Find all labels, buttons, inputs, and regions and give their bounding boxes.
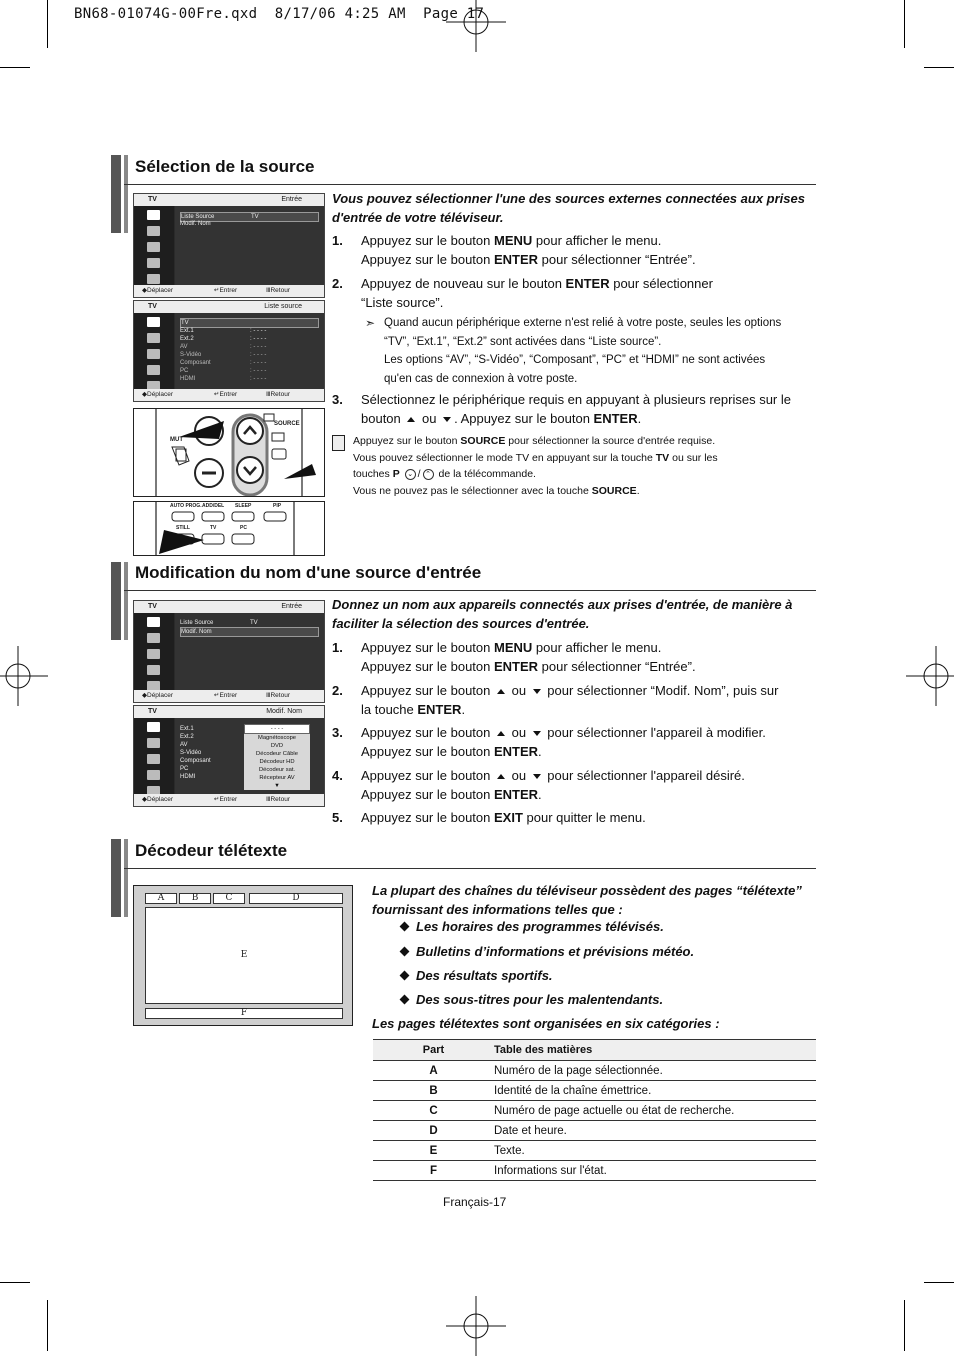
diamond-bullet-icon (400, 995, 410, 1005)
teletext-area-c: C (213, 893, 245, 904)
crop-mark (47, 1300, 48, 1351)
table-header-row (373, 1040, 816, 1061)
section-title: Modification du nom d'une source d'entrée (135, 563, 482, 582)
step-item: 3. Appuyez sur le bouton ou pour sélectionner l'appareil à modifier. Appuyez sur le bouton ENTER. (332, 725, 766, 759)
teletext-area-e: E (145, 907, 343, 1004)
registration-mark-icon (446, 0, 506, 52)
rename-options-popup: - - - - Magnétoscope DVD Décodeur Câble Décodeur HD Décodeur sat. Récepteur AV ▼ (244, 724, 310, 790)
diamond-bullet-icon (400, 947, 410, 957)
step-item: 4. Appuyez sur le bouton ou pour sélectionner l'appareil désiré. Appuyez sur le bouton ENTER. (332, 768, 745, 802)
bullet-item: Bulletins d’informations et prévisions météo. (401, 943, 694, 961)
registration-mark-icon (0, 646, 48, 706)
teletext-parts-table (373, 1039, 816, 1181)
diamond-bullet-icon (400, 922, 410, 932)
osd-modif-nom-menu: TV Modif. Nom Ext.1 Ext.2 AV S-Vidéo Composant PC HDMI - - - - Magnétoscope DVD Décodeur Câble Décodeur HD Décodeur sat. Récepteur AV ▼ ◆ Déplacer ↵ Entrer Ⅲ Retour (133, 705, 325, 807)
teletext-area-a: A (145, 893, 177, 904)
crop-mark (47, 0, 48, 48)
osd-entree-menu: TV Entrée Liste Source TV Modif. Nom ◆ Déplacer ↵ Entrer Ⅲ Retour (133, 193, 325, 298)
column-header: Part (373, 1040, 494, 1061)
step-item: 2. Appuyez de nouveau sur le bouton ENTER pour sélectionner “Liste source”. (332, 276, 713, 310)
table-row: E Texte. (373, 1141, 816, 1161)
section-bar (111, 155, 121, 233)
channel-up-icon: ⌃ (423, 469, 434, 480)
intro-text: Vous pouvez sélectionner l'une des sources externes connectées aux prises d'entrée de votre téléviseur. (332, 191, 805, 225)
up-arrow-icon (497, 731, 505, 736)
registration-mark-icon (906, 646, 954, 706)
step-item: 1. Appuyez sur le bouton MENU pour afficher le menu. Appuyez sur le bouton ENTER pour sélectionner “Entrée”. (332, 233, 696, 267)
up-arrow-icon (497, 689, 505, 694)
note-arrow-icon: ➣ (365, 316, 376, 330)
column-header: Table des matières (494, 1040, 816, 1061)
teletext-area-b: B (179, 893, 211, 904)
registration-mark-icon (446, 1296, 506, 1356)
up-arrow-icon (497, 774, 505, 779)
teletext-layout-diagram (133, 885, 353, 1026)
down-arrow-icon (533, 689, 541, 694)
section-bar (124, 155, 128, 233)
crop-mark (904, 1300, 905, 1351)
intro-text: La plupart des chaînes du téléviseur possèdent des pages “télétexte” fournissant des informations telles que : (372, 883, 802, 917)
page-footer: Français-17 (443, 1195, 507, 1209)
tip-icon (332, 435, 345, 451)
channel-down-icon: ⌄ (405, 469, 416, 480)
teletext-area-d: D (249, 893, 343, 904)
table-row: B Identité de la chaîne émettrice. (373, 1081, 816, 1101)
step-item: 3. Sélectionnez le périphérique requis en appuyant à plusieurs reprises sur le bouton ou . Appuyez sur le bouton ENTER. (332, 392, 791, 426)
crop-mark (924, 1282, 954, 1283)
section-title: Sélection de la source (135, 157, 315, 176)
remote-control-image: AUTO PROG. ADD/DEL SLEEP PIP STILL TV PC (133, 501, 325, 556)
step-item: 2. Appuyez sur le bouton ou pour sélectionner “Modif. Nom”, puis sur la touche ENTER. (332, 683, 779, 717)
section-rule (124, 590, 816, 591)
step-item: 1. Appuyez sur le bouton MENU pour afficher le menu. Appuyez sur le bouton ENTER pour sélectionner “Entrée”. (332, 640, 696, 674)
section-bar (124, 839, 128, 917)
note-text: Quand aucun périphérique externe n'est relié à votre poste, seules les options “TV”, “Ext.1”, “Ext.2” sont activées dans “Liste source”. Les options “AV”, “S-Vidéo”, “Composant”, “PC” et “HDMI” ne sont activées qu'en cas de connexion à votre poste. (384, 317, 782, 385)
osd-liste-source-menu: TV Liste source TV Ext.1 : - - - - Ext.2 : - - - - AV : - - - - S-Vidéo : - - - - Composant : - - - - PC : - - - - HDMI : - - - - ◆ Déplacer ↵ Entrer Ⅲ Retour (133, 300, 325, 402)
table-row: D Date et heure. (373, 1121, 816, 1141)
categories-intro: Les pages télétextes sont organisées en six catégories : (372, 1016, 720, 1031)
down-arrow-icon (533, 774, 541, 779)
bullet-item: Des sous-titres pour les malentendants. (401, 991, 663, 1009)
section-bar (111, 562, 121, 640)
section-rule (124, 184, 816, 185)
section-rule (124, 868, 816, 869)
crop-mark (0, 67, 30, 68)
section-title: Décodeur télétexte (135, 841, 288, 860)
diamond-bullet-icon (400, 971, 410, 981)
osd-entree-menu: TV Entrée Liste Source TV Modif. Nom ◆ Déplacer ↵ Entrer Ⅲ Retour (133, 600, 325, 703)
remote-control-image: SOURCE MUT (133, 408, 325, 497)
table-row: F Informations sur l'état. (373, 1161, 816, 1181)
step-item: 5. Appuyez sur le bouton EXIT pour quitter le menu. (332, 810, 646, 825)
section-bar (111, 839, 121, 917)
crop-mark (904, 0, 905, 48)
bullet-item: Des résultats sportifs. (401, 967, 553, 985)
file-header: BN68-01074G-00Fre.qxd 8/17/06 4:25 AM Page 17 (74, 6, 485, 22)
up-arrow-icon (407, 417, 415, 422)
down-arrow-icon (533, 731, 541, 736)
down-arrow-icon (443, 417, 451, 422)
table-row: C Numéro de page actuelle ou état de recherche. (373, 1101, 816, 1121)
tip-text: Appuyez sur le bouton SOURCE pour sélectionner la source d'entrée requise. Vous pouvez sélectionner le mode TV en appuyant sur la touche TV ou sur les touches P ⌄ / ⌃ de la télécommande. Vous ne pouvez pas le sélectionner avec la touche SOURCE. (353, 435, 718, 497)
intro-text: Donnez un nom aux appareils connectés aux prises d'entrée, de manière à faciliter la sélection des sources d'entrée. (332, 597, 793, 631)
teletext-area-f: F (145, 1008, 343, 1019)
bullet-item: Les horaires des programmes télévisés. (401, 918, 664, 936)
section-bar (124, 562, 128, 640)
crop-mark (924, 67, 954, 68)
table-row: A Numéro de la page sélectionnée. (373, 1061, 816, 1081)
crop-mark (0, 1282, 30, 1283)
